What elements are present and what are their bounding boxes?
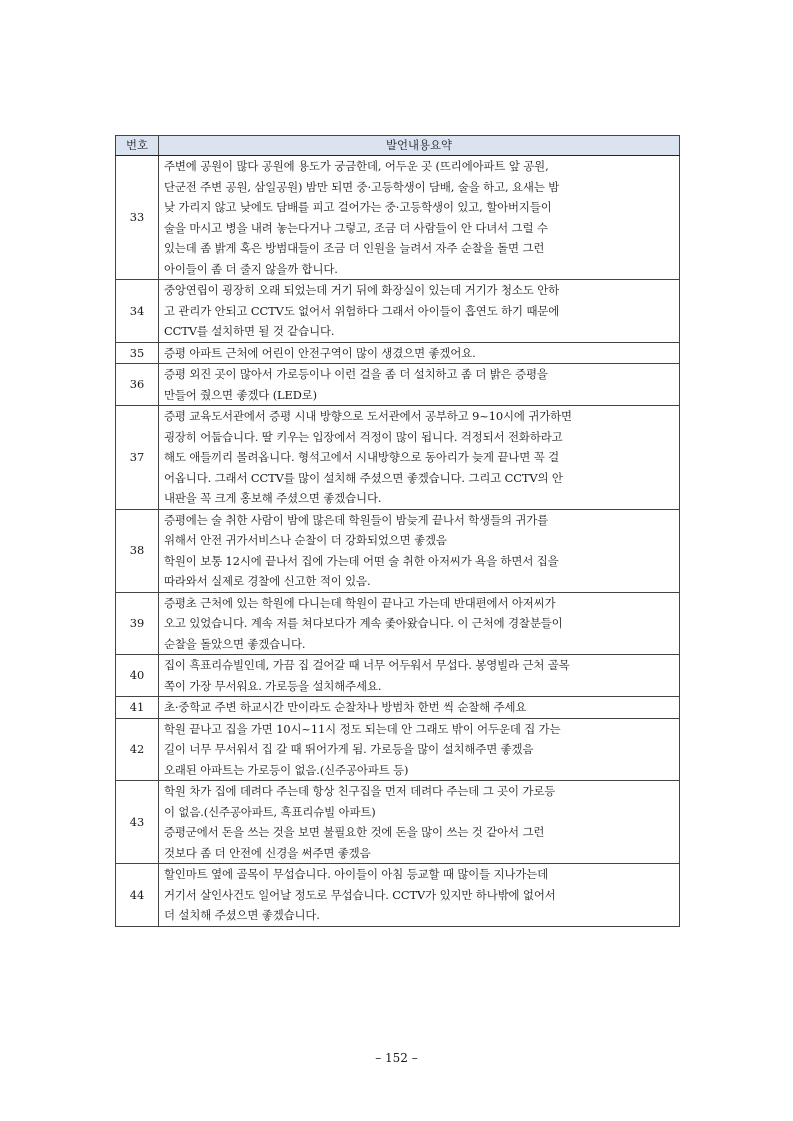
header-content: 발언내용요약 (159, 136, 680, 156)
content-line: 더 설치해 주셨으면 좋겠습니다. (164, 908, 320, 922)
header-number: 번호 (116, 136, 159, 156)
row-number: 44 (116, 864, 159, 927)
page-number: – 152 – (375, 1051, 418, 1065)
table-row (116, 718, 680, 781)
content-line: 학원 차가 집에 데려다 주는데 항상 친구집을 먼저 데려다 주는데 그 곳이 가로등 (164, 784, 556, 798)
content-line: 따라와서 실제로 경찰에 신고한 적이 있음. (164, 574, 371, 588)
row-content (159, 864, 680, 927)
row-content (159, 280, 680, 343)
row-number: 42 (116, 718, 159, 781)
row-number: 38 (116, 509, 159, 592)
row-content (159, 718, 680, 781)
content-line: 내판을 꼭 크게 홍보해 주셨으면 좋겠습니다. (164, 491, 382, 505)
row-content (159, 156, 680, 280)
content-line: 쪽이 가장 무서워요. 가로등을 설치해주세요. (164, 678, 382, 693)
content-line: 순찰을 돌았으면 좋겠습니다. (164, 636, 306, 651)
content-line: 낮 가리지 않고 낮에도 담배를 피고 걸어가는 중·고등학생이 있고, 할아버지들이 (164, 200, 552, 214)
row-content (159, 697, 680, 719)
row-content (159, 592, 680, 655)
content-line: 것보다 좀 더 안전에 신경을 써주면 좋겠음 (164, 845, 371, 860)
row-content (159, 781, 680, 864)
content-line: 증평 교육도서관에서 증평 시내 방향으로 도서관에서 공부하고 9~10시에 귀가하면 (164, 409, 572, 423)
row-number: 36 (116, 364, 159, 406)
content-line: 술을 마시고 병을 내려 놓는다거나 그렇고, 조금 더 사람들이 안 다녀서 그럴 수 (164, 220, 548, 235)
row-number: 41 (116, 697, 159, 719)
content-line: CCTV를 설치하면 될 것 같습니다. (164, 324, 335, 338)
content-line: 위해서 안전 귀가서비스나 순찰이 더 강화되었으면 좋겠음 (164, 533, 447, 547)
table-row (116, 781, 680, 864)
content-line: 단군전 주변 공원, 삼일공원) 밤만 되면 중·고등학생이 담배, 술을 하고, 요새는 밤 (164, 179, 560, 194)
content-line: 학원이 보통 12시에 끝나서 집에 가는데 어떤 술 취한 아저씨가 욕을 하면서 집을 (164, 553, 559, 568)
content-line: 굉장히 어둡습니다. 딸 키우는 입장에서 걱정이 많이 됩니다. 걱정되서 전화하라고 (164, 429, 563, 444)
content-line: 오고 있었습니다. 계속 저를 쳐다보다가 계속 좇아왔습니다. 이 근처에 경찰분들이 (164, 616, 563, 630)
content-line: 아이들이 좀 더 줄지 않을까 합니다. (164, 261, 338, 276)
content-line: 집이 흑표리슈빌인데, 가끔 집 걸어갈 때 너무 어두워서 무섭다. 봉영빌라 근처 골목 (164, 658, 570, 672)
row-content (159, 406, 680, 510)
row-number: 33 (116, 156, 159, 280)
content-line: 거기서 살인사건도 일어날 정도로 무섭습니다. CCTV가 있지만 하나밖에 없어서 (164, 887, 556, 902)
table-row (116, 509, 680, 592)
row-number: 37 (116, 406, 159, 510)
content-line: 길이 너무 무서워서 집 갈 때 뛰어가게 됨. 가로등을 많이 설치해주면 좋겠음 (164, 742, 534, 756)
content-line: 증평에는 술 취한 사람이 밤에 많은데 학원들이 밤늦게 끝나서 학생들의 귀가를 (164, 512, 549, 527)
content-line: 학원 끝나고 집을 가면 10시~11시 정도 되는데 안 그래도 밖이 어두운데 집 가는 (164, 721, 561, 736)
table-row (116, 364, 680, 406)
row-number: 40 (116, 655, 159, 697)
content-line: 있는데 좀 밝게 혹은 방범대들이 조금 더 인원을 늘려서 자주 순찰을 돌면 그런 (164, 241, 545, 255)
row-content (159, 342, 680, 364)
table-header-row (116, 136, 680, 156)
content-line: 어옵니다. 그래서 CCTV를 많이 설치해 주셨으면 좋겠습니다. 그리고 CCTV의 안 (164, 470, 563, 485)
content-line: 고 관리가 안되고 CCTV도 없어서 위험하다 그래서 아이들이 흡연도 하기 때문에 (164, 303, 560, 318)
content-line: 증평군에서 돈을 쓰는 것을 보면 불필요한 것에 돈을 많이 쓰는 것 같아서 그런 (164, 825, 545, 839)
content-line: 초·중학교 주변 하교시간 만이라도 순찰차나 방범차 한번 씩 순찰해 주세요 (164, 700, 527, 714)
row-number: 39 (116, 592, 159, 655)
content-line: 이 없음.(신주공아파트, 흑표리슈빌 아파트) (164, 804, 376, 819)
row-content (159, 509, 680, 592)
content-line: 증평 아파트 근처에 어린이 안전구역이 많이 생겼으면 좋겠어요. (164, 345, 476, 360)
row-number: 34 (116, 280, 159, 343)
table-row (116, 655, 680, 697)
row-content (159, 655, 680, 697)
row-content (159, 364, 680, 406)
table-row (116, 864, 680, 927)
row-number: 43 (116, 781, 159, 864)
table-row (116, 156, 680, 280)
content-line: 오래된 아파트는 가로등이 없음.(신주공아파트 등) (164, 762, 409, 777)
comment-summary-table (115, 135, 680, 927)
content-line: 만들어 줬으면 좋겠다 (LED로) (164, 387, 317, 402)
table-row (116, 697, 680, 719)
row-number: 35 (116, 342, 159, 364)
table-row (116, 406, 680, 510)
table-body (116, 156, 680, 927)
content-line: 할인마트 옆에 골목이 무섭습니다. 아이들이 아침 등교할 때 많이들 지나가는데 (164, 867, 549, 881)
content-line: 증평 외진 곳이 많아서 가로등이나 이런 걸을 좀 더 설치하고 좀 더 밝은 증평을 (164, 367, 548, 381)
table-row (116, 592, 680, 655)
table-row (116, 280, 680, 343)
content-line: 중앙연립이 굉장히 오래 되었는데 거기 뒤에 화장실이 있는데 거기가 청소도 안하 (164, 283, 560, 297)
table-row (116, 342, 680, 364)
content-line: 해도 애들끼리 몰려옵니다. 형석고에서 시내방향으로 동아리가 늦게 끝나면 꼭 걸 (164, 450, 560, 464)
content-line: 주변에 공원이 많다 공원에 용도가 궁금한데, 어두운 곳 (뜨리에아파트 앞 공원, (164, 159, 549, 173)
content-line: 증평초 근처에 있는 학원에 다니는데 학원이 끝나고 가는데 반대편에서 아저씨가 (164, 595, 556, 610)
